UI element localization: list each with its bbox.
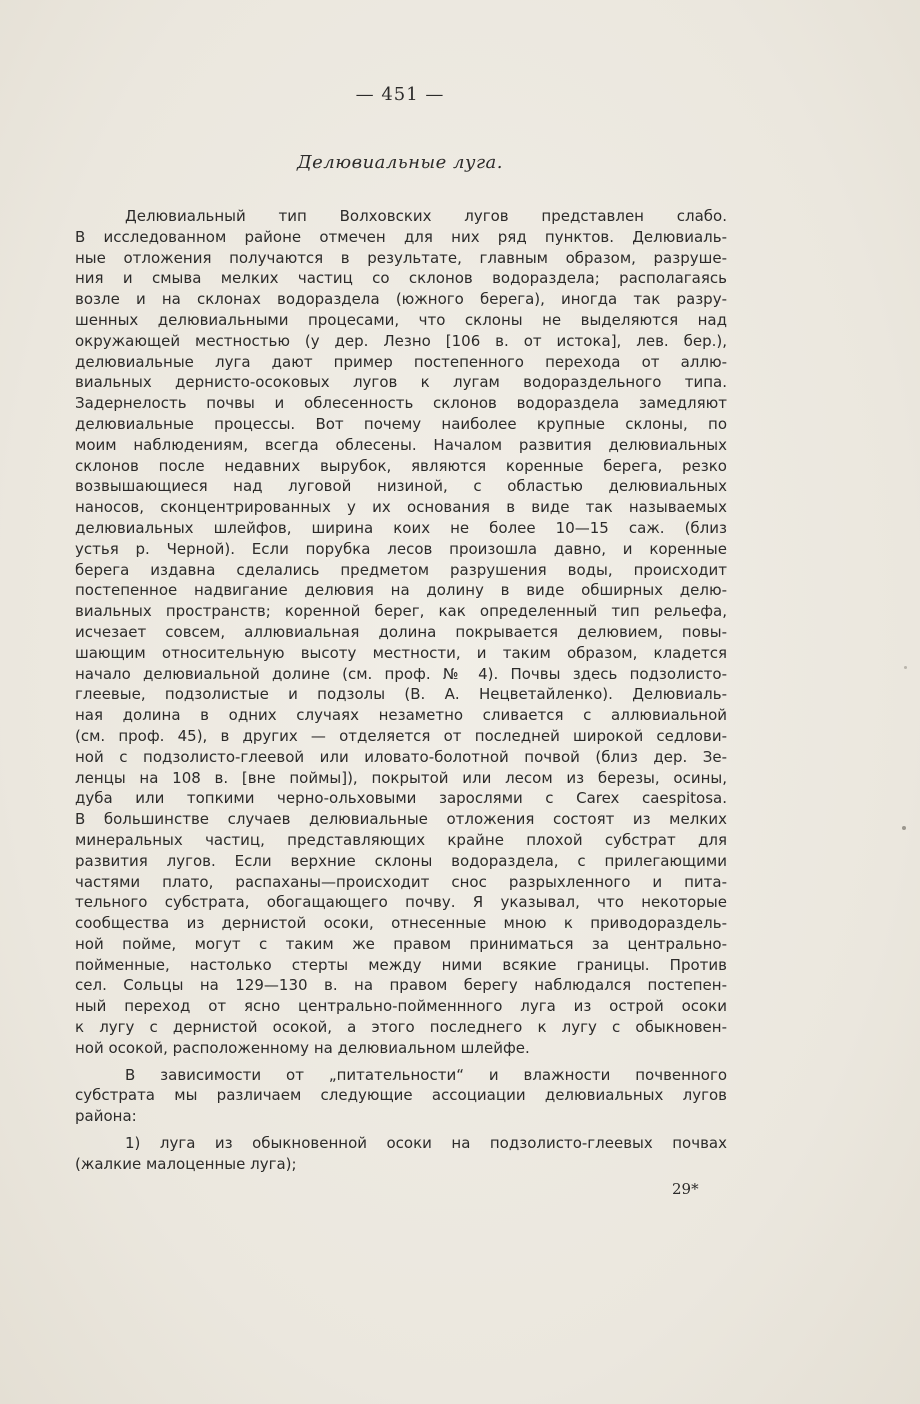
text-line: (жалкие малоценные луга); [75,1154,297,1173]
page-number: — 451 — [355,84,445,105]
text-line: шенных делювиальными процесами, что склоны не выделяются над [75,310,727,329]
text-line: возвышающиеся над луговой низиной, с областью делювиальных [75,477,727,496]
text-line: 1) луга из обыкновенной осоки на подзолисто-глеевых почвах [125,1134,727,1153]
text-line: к лугу с дернистой осокой, а этого последнего к лугу с обыкновен- [75,1018,727,1037]
text-line: (см. проф. 45), в других — отделяется от последней широкой седлови- [75,726,727,745]
text-line: моим наблюдениям, всегда облесены. Началом развития делювиальных [75,435,727,454]
text-line: начало делювиальной долине (см. проф. № 4). Почвы здесь подзолисто- [75,664,727,683]
text-line: тельного субстрата, обогащающего почву. Я указывал, что некоторые [75,893,727,912]
text-line: устья р. Черной). Если порубка лесов произошла давно, и коренные [75,539,727,558]
text-line: дуба или топкими черно-ольховыми зарослями с Carex caespitosa. [75,789,727,808]
paragraph [75,1133,727,1175]
text-line: шающим относительную высоту местности, и таким образом, кладется [75,643,727,662]
text-line: сообщества из дернистой осоки, отнесенные мною к приводораздель- [75,914,727,933]
paper-speck [902,826,906,830]
text-line: склонов после недавних вырубок, являются коренные берега, резко [75,456,727,475]
text-line: виальных дернисто-осоковых лугов к лугам водораздельного типа. [75,373,727,392]
text-line: окружающей местностью (у дер. Лезно [106 в. от истока], лев. бер.), [75,331,727,350]
text-line: В исследованном районе отмечен для них ряд пунктов. Делювиаль- [75,227,727,246]
text-line: ной пойме, могут с таким же правом приниматься за центрально- [75,934,727,953]
text-line: Делювиальный тип Волховских лугов представлен слабо. [125,207,727,225]
text-line: частями плато, распаханы—происходит снос разрыхленного и пита- [75,872,727,891]
text-line: наносов, сконцентрированных у их основания в виде так называемых [75,498,727,517]
text-line: ная долина в одних случаях незаметно сливается с аллювиальной [75,706,727,725]
text-line: берега издавна сделались предметом разрушения воды, происходит [75,560,727,579]
text-line: Задернелость почвы и облесенность склонов водораздела замедляют [75,394,727,413]
text-line: ный переход от ясно центрально-пойменнного луга из острой осоки [75,997,727,1016]
text-line: возле и на склонах водораздела (южного берега), иногда так разру- [75,290,727,309]
text-line: района: [75,1107,137,1126]
paper-speck [904,666,907,669]
paragraph [75,206,727,1059]
text-line: виальных пространств; коренной берег, как определенный тип рельефа, [75,602,727,621]
text-line: ной с подзолисто-глеевой или иловато-болотной почвой (близ дер. Зе- [75,747,727,766]
text-line: ния и смыва мелких частиц со склонов водораздела; располагаясь [75,269,727,288]
text-line: сел. Сольцы на 129—130 в. на правом берегу наблюдался постепен- [75,976,727,995]
text-line: В большинстве случаев делювиальные отложения состоят из мелких [75,810,727,829]
text-line: постепенное надвигание делювия на долину в виде обширных делю- [75,581,727,600]
text-line: исчезает совсем, аллювиальная долина покрывается делювием, повы- [75,622,727,641]
text-line: делювиальные луга дают пример постепенного перехода от аллю- [75,352,727,371]
text-line: ные отложения получаются в результате, главным образом, разруше- [75,248,727,267]
text-line: делювиальных шлейфов, ширина коих не более 10—15 саж. (близ [75,518,727,537]
body-text [75,206,727,1175]
signature-mark: 29* [672,1180,699,1198]
text-line: глеевые, подзолистые и подзолы (В. А. Нецветайленко). Делювиаль- [75,685,727,704]
text-line: развития лугов. Если верхние склоны водораздела, с прилегающими [75,851,727,870]
text-line: ленцы на 108 в. [вне поймы]), покрытой или лесом из березы, осины, [75,768,727,787]
paragraph [75,1065,727,1127]
text-line: субстрата мы различаем следующие ассоциации делювиальных лугов [75,1086,727,1105]
text-line: делювиальные процессы. Вот почему наиболее крупные склоны, по [75,414,727,433]
text-line: пойменные, настолько стерты между ними всякие границы. Против [75,955,727,974]
text-line: В зависимости от „питательности“ и влажности почвенного [125,1065,727,1084]
text-line: минеральных частиц, представляющих крайне плохой субстрат для [75,830,727,849]
text-line: ной осокой, расположенному на делювиальном шлейфе. [75,1038,530,1057]
section-title: Делювиальные луга. [297,152,503,173]
